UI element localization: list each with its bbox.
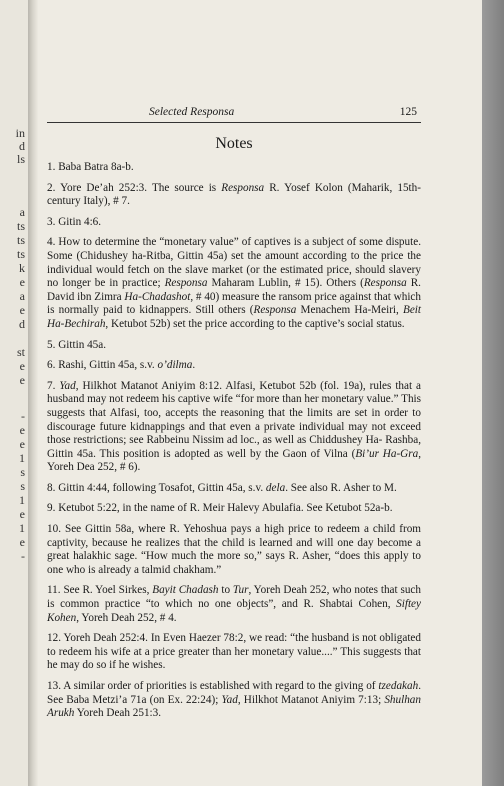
note-italic: dela [265,481,286,494]
note-text: A similar order of priorities is established with regard to the giving of [63,680,379,692]
note-text: Gittin 45a. [58,338,107,351]
running-title: Selected Responsa [149,106,235,118]
facing-page-fragment: ls [16,152,25,166]
facing-page-fragment: s [20,465,25,479]
note-text: Gitin 4:6. [58,215,102,228]
book-gutter [28,0,38,786]
note-italic: Yad [59,379,76,392]
note-number: 13. [47,680,61,692]
note-italic: Shulhan Arukh [47,693,421,720]
facing-page-fragment: a [19,205,25,219]
note-italic: Tur [232,584,249,597]
note-9 [47,502,421,516]
note-text: Rashi, Gittin 45a, s.v. [58,359,158,372]
note-number: 12. [47,632,61,645]
note-text: Yoreh Deah 252:4. In Even Haezer 78:2, we read: “the husband is not obligated to redeem his wife at a price greater than her monetary value....” This suggests that he may do so if he wishes. [47,632,421,672]
note-text: See R. Yoel Sirkes, [63,584,153,597]
facing-page-fragment: e [19,373,25,387]
facing-page-fragment: ts [16,233,25,247]
note-italic: Responsa [363,277,407,290]
note-italic: Bayit Chadash [152,584,219,597]
note-3 [47,216,421,230]
facing-page-fragment: s [20,479,25,493]
note-6 [47,359,421,373]
note-text: . See also R. Asher to M. [285,481,397,494]
note-text: R. David ibn Zimra [47,277,421,303]
facing-page-fragment: in [15,126,25,140]
note-italic: Responsa [221,181,265,194]
note-italic: Bi’ur Ha-Gra [355,447,419,460]
note-1 [47,161,421,175]
note-text: , Hilkhot Matanot Aniyim 7:13; [237,693,385,706]
note-text: Menachem Ha-Meiri, [296,304,403,317]
note-italic: tzedakah [378,680,419,692]
note-italic: Beit Ha-Bechirah [47,304,422,330]
note-number: 4. [47,236,56,249]
note-12 [47,632,421,673]
facing-page-fragment: - [21,549,25,563]
facing-page-fragment: 1 [19,451,25,465]
note-italic: Yad [221,693,238,706]
note-number: 5. [47,338,56,351]
note-text: , Yoreh Dea 252, # 6). [47,447,421,474]
scan-background [482,0,504,786]
facing-page-fragment: 1 [19,521,25,535]
note-7 [47,380,421,475]
note-italic: Siftey Kohen [47,598,421,624]
note-13 [47,680,421,721]
note-number: 11. [47,584,61,597]
note-number: 1. [47,161,56,173]
facing-page-fragment: e [19,423,25,437]
note-number: 3. [47,215,56,228]
note-text: . [192,359,196,372]
note-text: , Yoreh Deah 252, # 4. [76,611,177,624]
note-text: . See Baba Metzi’a 71a (on Ex. 22:24); [47,680,421,706]
facing-page-fragment: st [16,345,25,359]
note-text: , Hilkhot Matanot Aniyim 8:12. Alfasi, Ketubot 52b (fol. 19a), rules that a husband may not redeem his captive wife “for more than her monetary value.” This suggests that Alfasi, too, accepts the reasoning that the limits are set in order to discourage future kidnappings and that even a private individual may not exceed those restrictions; see Rabbeinu Nissim ad loc., as well as Chiddushey Ha- Rashba, Gittin 45a. This position is adopted as well by the Gaon of Vilna ( [47,379,422,460]
note-text: Ketubot 5:22, in the name of R. Meir Halevy Abulafia. See Ketubot 52a-b. [58,502,393,515]
facing-page-fragment: k [19,261,25,275]
section-title: Notes [215,135,253,152]
running-header [47,106,421,123]
note-11 [47,584,421,625]
note-number: 2. [47,181,56,194]
note-number: 8. [47,481,56,494]
note-2 [47,182,421,209]
note-italic: Responsa [253,304,297,317]
note-number: 9. [47,502,56,515]
note-text: How to determine the “monetary value” of captives is a subject of some dispute. Some (Chidushey ha-Ritba, Gittin 45a) set the amount according to the price the individual would fetch on the slave market (or the estimated price, should slavery no longer be in practice; [47,236,421,290]
note-text: Yore De’ah 252:3. The source is [60,181,222,194]
facing-page-fragment: d [19,317,25,331]
note-text: Yoreh Deah 251:3. [74,707,162,720]
note-5 [47,339,421,353]
facing-page-fragment: d [19,139,25,153]
note-italic: Responsa [164,277,208,290]
note-text: Gittin 4:44, following Tosafot, Gittin 45a, s.v. [58,481,266,494]
facing-page-fragment: e [19,303,25,317]
note-text: , Yoreh Deah 252, who notes that such is common practice “to which no one objects”, and R. Shabtai Cohen, [47,584,421,611]
facing-page-fragment: e [19,359,25,373]
note-number: 7. [47,379,56,392]
page-number: 125 [399,106,417,118]
note-text: to [218,584,233,597]
note-8 [47,482,421,496]
facing-page-edge [0,0,29,786]
note-text: Baba Batra 8a-b. [58,161,134,173]
note-text: Maharam Lublin, # 15). Others ( [207,277,364,290]
facing-page-fragment: e [19,507,25,521]
note-10 [47,523,421,577]
note-italic: Ha-Chadashot [124,290,191,303]
note-text: See Gittin 58a, where R. Yehoshua pays a high price to redeem a child from captivity, because he realizes that the child is learned and will one day become a great halakhic sage. “How much the more so,” says R. Asher, “does this apply to one who is already a talmid chakham.” [47,523,421,576]
facing-page-fragment: ts [16,219,25,233]
facing-page-fragment: - [21,409,25,423]
note-4 [47,236,421,331]
note-text: R. Yosef Kolon (Maharik, 15th-century Italy), # 7. [47,181,421,208]
facing-page-fragment: a [19,289,25,303]
page-content [47,106,421,728]
facing-page-fragment: e [19,275,25,289]
facing-page-fragment: ts [16,247,25,261]
note-italic: o’dilma [157,359,193,372]
facing-page-fragment: e [19,535,25,549]
note-text: , Ketubot 52b) set the price according to the captive’s social status. [105,317,405,330]
facing-page-fragment: e [19,437,25,451]
note-number: 6. [47,359,56,372]
facing-page-fragment: 1 [19,493,25,507]
note-number: 10. [47,523,61,536]
note-text: , # 40) measure the ransom price against that which is normally paid to kidnappers. Still others ( [47,290,421,317]
